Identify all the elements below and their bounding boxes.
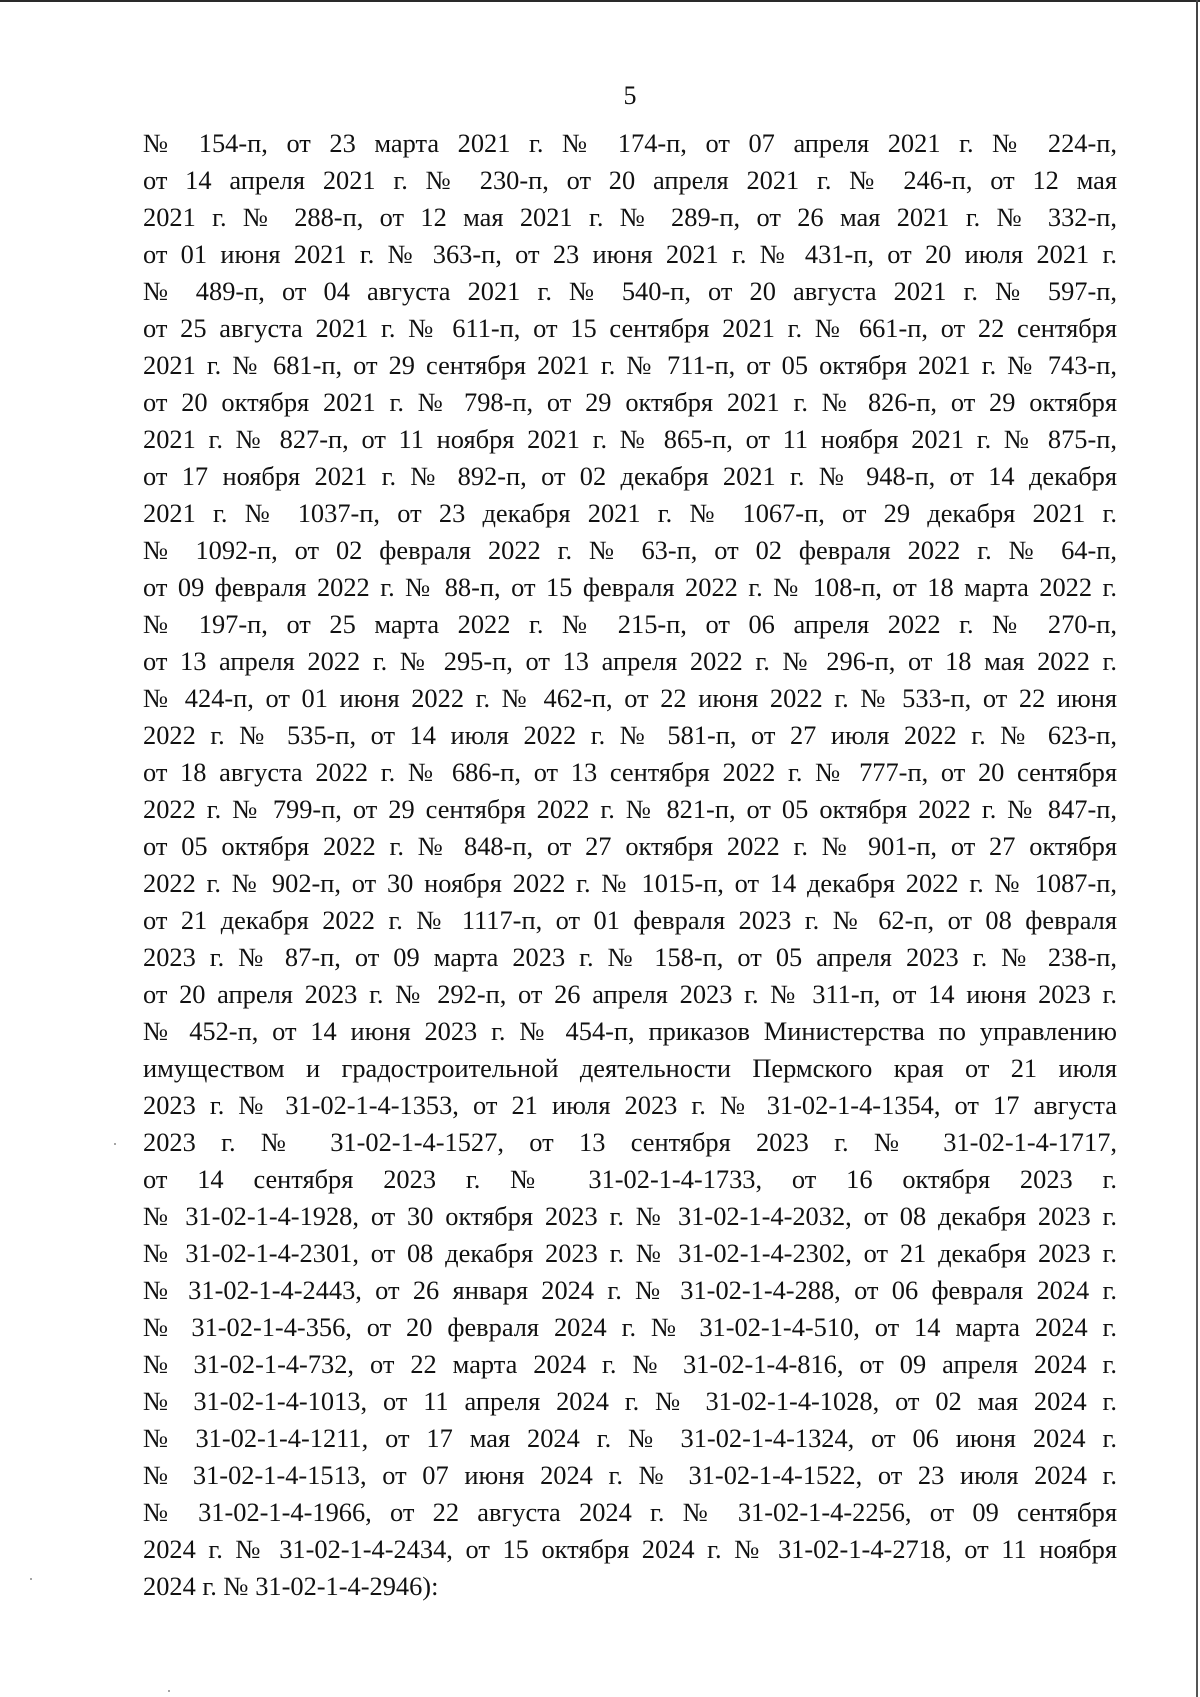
text-line: 2024 г. № 31-02-1-4-2946):	[143, 1571, 439, 1601]
text-line: 2023 г. № 31-02-1-4-1353, от 21 июля 2023 г. № 31-02-1-4-1354, от 17 августа	[143, 1090, 1117, 1120]
text-line: № 154-п, от 23 марта 2021 г. № 174-п, от 07 апреля 2021 г. № 224-п,	[143, 128, 1117, 158]
scan-speck	[114, 1143, 116, 1145]
text-line: № 452-п, от 14 июня 2023 г. № 454-п, приказов Министерства по управлению	[143, 1016, 1117, 1046]
text-line: № 31-02-1-4-732, от 22 марта 2024 г. № 31-02-1-4-816, от 09 апреля 2024 г.	[143, 1349, 1117, 1379]
text-line: от 13 апреля 2022 г. № 295-п, от 13 апреля 2022 г. № 296-п, от 18 мая 2022 г.	[143, 646, 1117, 676]
text-line: от 20 октября 2021 г. № 798-п, от 29 октября 2021 г. № 826-п, от 29 октября	[143, 387, 1117, 417]
text-line: от 05 октября 2022 г. № 848-п, от 27 октября 2022 г. № 901-п, от 27 октября	[143, 831, 1117, 861]
text-line: от 01 июня 2021 г. № 363-п, от 23 июня 2021 г. № 431-п, от 20 июля 2021 г.	[143, 239, 1117, 269]
text-line: № 31-02-1-4-1966, от 22 августа 2024 г. № 31-02-1-4-2256, от 09 сентября	[143, 1497, 1117, 1527]
text-line: 2022 г. № 535-п, от 14 июля 2022 г. № 581-п, от 27 июля 2022 г. № 623-п,	[143, 720, 1117, 750]
text-line: от 14 сентября 2023 г. № 31-02-1-4-1733, от 16 октября 2023 г.	[143, 1164, 1117, 1194]
scan-top-edge	[0, 0, 1200, 2]
text-line: 2021 г. № 827-п, от 11 ноября 2021 г. № 865-п, от 11 ноября 2021 г. № 875-п,	[143, 424, 1117, 454]
text-line: от 09 февраля 2022 г. № 88-п, от 15 февраля 2022 г. № 108-п, от 18 марта 2022 г.	[143, 572, 1117, 602]
text-line: № 31-02-1-4-2443, от 26 января 2024 г. № 31-02-1-4-288, от 06 февраля 2024 г.	[143, 1275, 1117, 1305]
text-line: № 197-п, от 25 марта 2022 г. № 215-п, от 06 апреля 2022 г. № 270-п,	[143, 609, 1117, 639]
text-line: № 31-02-1-4-1211, от 17 мая 2024 г. № 31-02-1-4-1324, от 06 июня 2024 г.	[143, 1423, 1117, 1453]
text-line: 2022 г. № 902-п, от 30 ноября 2022 г. № 1015-п, от 14 декабря 2022 г. № 1087-п,	[143, 868, 1117, 898]
text-line: имуществом и градостроительной деятельности Пермского края от 21 июля	[143, 1053, 1117, 1083]
text-line: от 18 августа 2022 г. № 686-п, от 13 сентября 2022 г. № 777-п, от 20 сентября	[143, 757, 1117, 787]
text-line: № 31-02-1-4-1928, от 30 октября 2023 г. № 31-02-1-4-2032, от 08 декабря 2023 г.	[143, 1201, 1117, 1231]
text-line: № 424-п, от 01 июня 2022 г. № 462-п, от 22 июня 2022 г. № 533-п, от 22 июня	[143, 683, 1117, 713]
text-line: № 31-02-1-4-356, от 20 февраля 2024 г. № 31-02-1-4-510, от 14 марта 2024 г.	[143, 1312, 1117, 1342]
text-line: 2022 г. № 799-п, от 29 сентября 2022 г. № 821-п, от 05 октября 2022 г. № 847-п,	[143, 794, 1117, 824]
text-line: № 31-02-1-4-2301, от 08 декабря 2023 г. № 31-02-1-4-2302, от 21 декабря 2023 г.	[143, 1238, 1117, 1268]
text-line: 2021 г. № 1037-п, от 23 декабря 2021 г. № 1067-п, от 29 декабря 2021 г.	[143, 498, 1117, 528]
text-line: 2024 г. № 31-02-1-4-2434, от 15 октября 2024 г. № 31-02-1-4-2718, от 11 ноября	[143, 1534, 1117, 1564]
text-line: 2021 г. № 681-п, от 29 сентября 2021 г. № 711-п, от 05 октября 2021 г. № 743-п,	[143, 350, 1117, 380]
text-line: № 31-02-1-4-1513, от 07 июня 2024 г. № 31-02-1-4-1522, от 23 июля 2024 г.	[143, 1460, 1117, 1490]
text-line: от 17 ноября 2021 г. № 892-п, от 02 декабря 2021 г. № 948-п, от 14 декабря	[143, 461, 1117, 491]
text-line: № 1092-п, от 02 февраля 2022 г. № 63-п, от 02 февраля 2022 г. № 64-п,	[143, 535, 1117, 565]
text-line: от 21 декабря 2022 г. № 1117-п, от 01 февраля 2023 г. № 62-п, от 08 февраля	[143, 905, 1117, 935]
scan-right-edge	[1196, 0, 1198, 1697]
text-line: от 14 апреля 2021 г. № 230-п, от 20 апреля 2021 г. № 246-п, от 12 мая	[143, 165, 1117, 195]
text-line: 2023 г. № 87-п, от 09 марта 2023 г. № 158-п, от 05 апреля 2023 г. № 238-п,	[143, 942, 1117, 972]
page-number: 5	[623, 81, 637, 110]
text-line: от 20 апреля 2023 г. № 292-п, от 26 апреля 2023 г. № 311-п, от 14 июня 2023 г.	[143, 979, 1117, 1009]
text-line: № 489-п, от 04 августа 2021 г. № 540-п, от 20 августа 2021 г. № 597-п,	[143, 276, 1117, 306]
text-line: № 31-02-1-4-1013, от 11 апреля 2024 г. № 31-02-1-4-1028, от 02 мая 2024 г.	[143, 1386, 1117, 1416]
text-line: 2021 г. № 288-п, от 12 мая 2021 г. № 289-п, от 26 мая 2021 г. № 332-п,	[143, 202, 1117, 232]
body-paragraph	[143, 125, 1117, 1605]
text-line: 2023 г. № 31-02-1-4-1527, от 13 сентября 2023 г. № 31-02-1-4-1717,	[143, 1127, 1117, 1157]
scan-speck	[30, 1578, 32, 1580]
text-line: от 25 августа 2021 г. № 611-п, от 15 сентября 2021 г. № 661-п, от 22 сентября	[143, 313, 1117, 343]
scan-speck	[168, 1690, 170, 1692]
